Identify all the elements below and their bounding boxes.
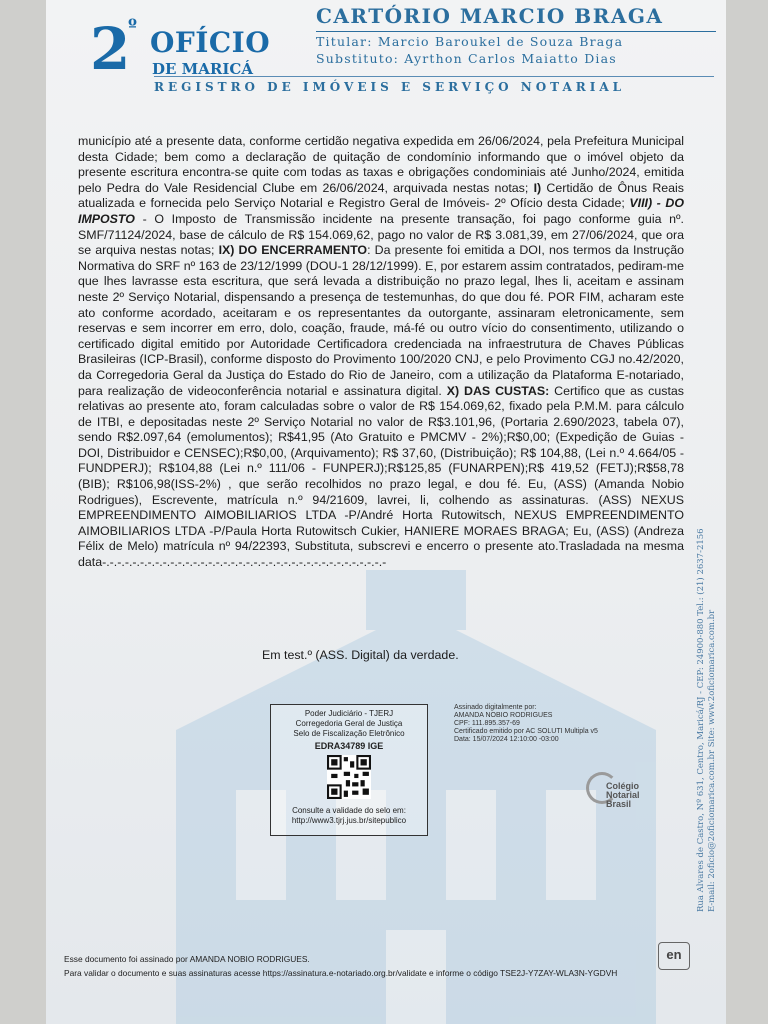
text-segment: : Da presente foi emitida a DOI, nos termos da Instrução Normativa do SRF nº 163 de 23/12/1999 (DOU-1 28/12/1999). E, por estarem assim contratados, pediram-me que lhes lavrasse esta escritura, que será levada a distribuição no prazo legal, lhes li, aceitam e assinam neste 2º Serviço Notarial, dispensando a presença de testemunhas, do que dou fé. POR FIM, acharam este ato conforme acordado, aceitaram e os representantes da outorgante, assinaram eletronicamente, sem reservas e sem incorrer em erro, dolo, coação, fraude, má-fé ou outro vício do consentimento, utilizando o certificado digital emitido por Autoridade Certificadora credenciada na infraestrutura de Chaves Públicas Brasileiras (ICP-Brasil), conforme disposto do Provimento 100/2020 CNJ, e pelo Provimento CGJ no.42/2020, da Corregedoria Geral da Justiça do Estado do Rio de Janeiro, com a utilização da Plataforma E-notariado, para realização de videoconferência notarial e assinatura digital. <box>78 243 684 398</box>
deed-body <box>78 134 684 571</box>
digital-signature-info <box>454 704 654 744</box>
titular-line: Titular: Marcio Baroukel de Souza Braga <box>316 34 624 49</box>
deed-paragraph <box>78 134 684 571</box>
registro-banner: REGISTRO DE IMÓVEIS E SERVIÇO NOTARIAL <box>154 76 714 94</box>
text-segment: Certifico que as custas relativas ao presente ato, foram calculadas sobre o valor de R$ 154.069,62, fixado pela P.M.M. para cálculo de ITBI, e depositadas neste 2º Serviço Notarial no valor de R$3.101,96, (Portaria 2.690/2023, tabela 07), sendo R$2.097,64 (emolumentos); R$41,95 (Ato Gratuito e PMCMV - 2%);R$0,00; (Expedição de Guias - DOI, Distribuidor e CENSEC);R$0,00, (Arquivamento); R$ 37,60, (Distribuição); R$ 104,88, (Lei n.º 4.664/05 - FUNDPERJ); R$104,88 (Lei n.º 111/06 - FUNPERJ);R$125,85 (FUNARPEN);R$ 419,52 (FETJ);R$58,78 (BIB); R$106,98(ISS-2%) , que serão recolhidos no prazo legal, e dou fé. Eu, (ASS) (Amanda Nobio Rodrigues), Escrevente, matrícula n.º 94/21609, lavrei, li, colhendo as assinaturas. (ASS) NEXUS EMPREENDIMENTO AIMOBILIARIOS LTDA -P/André Horta Rutowitsch, NEXUS EMPREENDIMENTO AIMOBILIARIOS LTDA -P/Paula Horta Rutowitsch Cukier, HANIERE MORAES BRAGA; Eu, (ASS) (Andreza Félix de Melo) matrícula nº 94/22393, Substituta, subscrevi e encerro o presente ato.Trasladada na mesma data-.-.-.-.-.-.-.-.-.-.-.-.-.-.-.-.-.-.-.-.-.-.-.-.-.-.-.-.-.-.-.-.-.-.-.-.-.- <box>78 383 684 570</box>
seal-line: Selo de Fiscalização Eletrônico <box>293 729 405 738</box>
seal-consult: Consulte a validade do selo em: <box>292 806 406 815</box>
text-segment: município até a presente data, conforme certidão negativa expedida em 26/06/2024, pela Prefeitura Municipal desta Cidade; bem como a declaração de quitação de condomínio informando que o imóvel objeto da presente escritura encontra-se quite com todas as taxas e obrigações condominiais até Junho/2024, emitida pelo Pedra do Vale Residencial Clube em 26/06/2024, arquivada nestas notas; <box>78 134 684 195</box>
clause-heading-encerramento: IX) DO ENCERRAMENTO <box>218 243 368 258</box>
signer-name: AMANDA NOBIO RODRIGUES <box>454 712 553 719</box>
footer-validation <box>64 952 654 980</box>
seal-line: Poder Judiciário - TJERJ <box>304 709 394 718</box>
signature-date: Data: 15/07/2024 12:10:00 -03:00 <box>454 736 559 743</box>
colegio-word: Notarial <box>606 790 640 800</box>
signer-cpf: CPF: 111.895.357-69 <box>454 720 520 727</box>
footer-signed-by: Esse documento foi assinado por AMANDA NOBIO RODRIGUES. <box>64 954 310 964</box>
side-address <box>696 512 718 912</box>
clause-marker: I) <box>533 180 542 195</box>
seal-line: Corregedoria Geral de Justiça <box>295 719 403 728</box>
document-page <box>46 0 726 1024</box>
signature-line: Assinado digitalmente por: <box>454 704 537 711</box>
clause-heading-custas: X) DAS CUSTAS: <box>446 383 550 398</box>
header-info <box>316 4 716 66</box>
seal-code: EDRA34789 IGE <box>314 741 384 751</box>
certificate-issuer: Certificado emitido por AC SOLUTI Multipla v5 <box>454 728 598 735</box>
footer-validate-link[interactable]: Para validar o documento e suas assinaturas acesse https://assinatura.e-notariado.org.br/validate e informe o código TSE2J-Y7ZAY-WLA3N-YGDVH <box>64 968 618 978</box>
text-segment: - O Imposto de Transmissão incidente na presente transação, foi pago conforme guia nº. SMF/71124/2024, base de cálculo de R$ 154.069,62, pago no valor de R$ 3.081,39, em 27/06/2024, que ora se arquiva nestas notas; <box>78 211 684 258</box>
logo-ordinal: º <box>128 16 137 37</box>
e-notariado-badge-icon: en <box>658 942 690 970</box>
colegio-word: Brasil <box>606 799 632 809</box>
em-test-line: Em test.º (ASS. Digital) da verdade. <box>262 648 459 662</box>
logo-oficio: OFÍCIO <box>150 26 271 59</box>
address-line: Rua Alvares de Castro, Nº 631, Centro, Maricá/RJ - CEP: 24900-880 Tel.: (21) 2637-2156 <box>696 528 706 912</box>
colegio-word: Colégio <box>606 781 639 791</box>
qr-code-icon[interactable] <box>327 755 371 799</box>
logo-number: 2 <box>90 15 131 83</box>
cartorio-name: CARTÓRIO MARCIO BRAGA <box>316 4 716 32</box>
fiscal-seal <box>270 704 428 836</box>
seal-url[interactable]: http://www3.tjrj.jus.br/sitepublico <box>291 816 407 825</box>
colegio-text <box>606 782 640 809</box>
logo-marica: DE MARICÁ <box>152 60 253 78</box>
colegio-notarial-logo <box>586 770 696 814</box>
clause-heading-imposto: VIII) - DO IMPOSTO <box>78 196 684 226</box>
text-segment: Certidão de Ônus Reais atualizada e fornecida pelo Serviço Notarial e Registro Geral de Imóveis- 2º Ofício desta Cidade; <box>78 180 685 211</box>
substituto-line: Substituto: Ayrthon Carlos Maiatto Dias <box>316 51 617 66</box>
contact-line: E-mail: 2oficio@2oficiomarica.com.br Site: www.2oficiomarica.com.br <box>707 609 717 912</box>
